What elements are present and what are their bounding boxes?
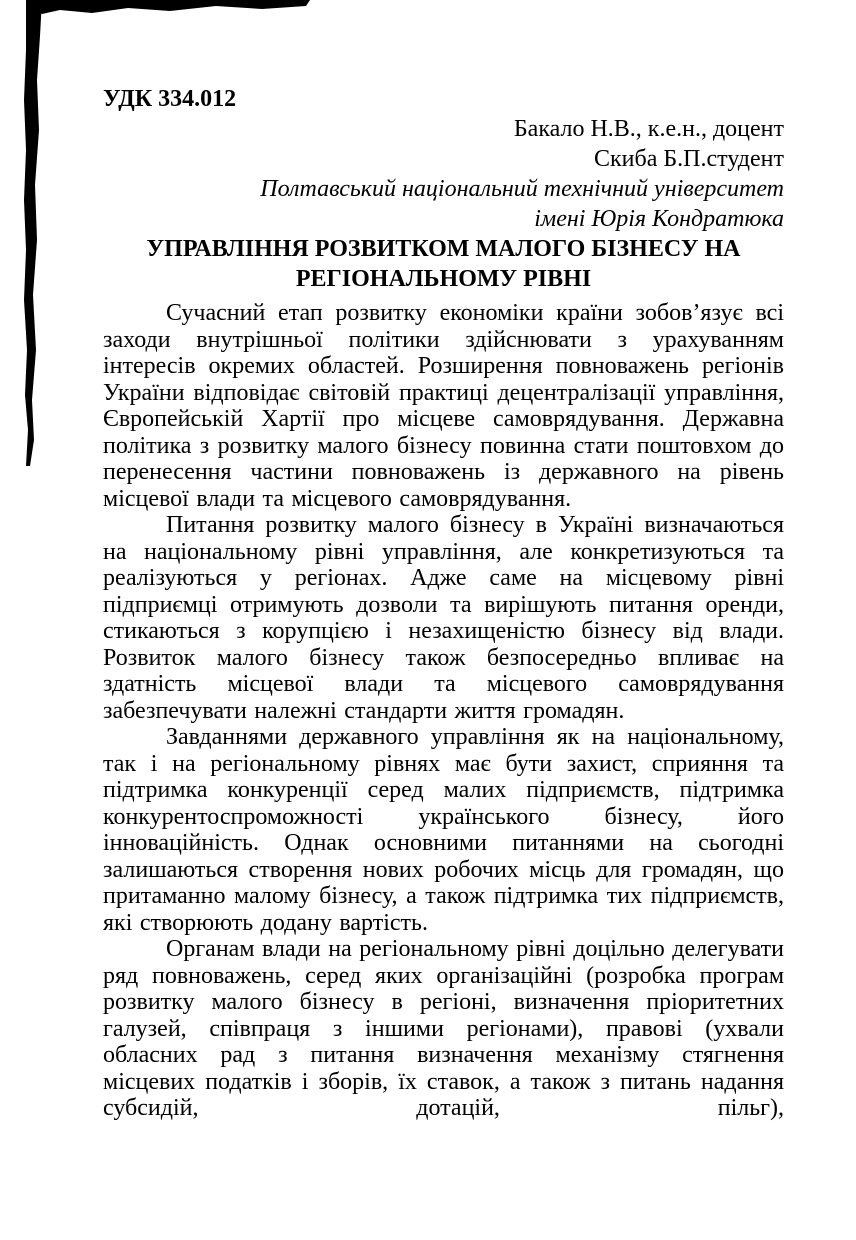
paragraph-4: Органам влади на регіональному рівні доцільно делегувати ряд повноважень, серед яких організаційні (розробка програм розвитку малого бізнесу в регіоні, визначення пріоритетних галузей, співпраця з іншими регіонами), правові (ухвали обласних рад з питання визначення механізму стягнення місцевих податків і зборів, їх ставок, а також з питань надання субсидій, дотацій, пільг), (103, 936, 784, 1121)
author-line-2: Скиба Б.П.студент (594, 146, 784, 172)
article-content (103, 84, 784, 1122)
article-title: УПРАВЛІННЯ РОЗВИТКОМ МАЛОГО БІЗНЕСУ НА РЕГІОНАЛЬНОМУ РІВНІ (146, 236, 741, 292)
scan-edge-artifact-left (24, 0, 42, 466)
paragraph-3: Завданнями державного управління як на національному, так і на регіональному рівнях має бути захист, сприяння та підтримка конкуренції серед малих підприємств, підтримка конкурентоспроможності українського бізнесу, його інноваційність. Однак основними питаннями на сьогодні залишаються створення нових робочих місць для громадян, що притаманно малому бізнесу, а також підтримка тих підприємств, які створюють додану вартість. (103, 724, 784, 936)
udc-code: УДК 334.012 (103, 86, 237, 112)
scan-edge-artifact-top (30, 0, 310, 14)
paragraph-1: Сучасний етап розвитку економіки країни зобов’язує всі заходи внутрішньої політики здійснювати з урахуванням інтересів окремих областей. Розширення повноважень регіонів України відповідає світовій практиці децентралізації управління, Європейській Хартії про місцеве самоврядування. Державна політика з розвитку малого бізнесу повинна стати поштовхом до перенесення частини повноважень із державного на рівень місцевої влади та місцевого самоврядування. (103, 300, 784, 512)
affiliation-line-2: імені Юрія Кондратюка (534, 206, 784, 232)
paragraph-2: Питання розвитку малого бізнесу в Україні визначаються на національному рівні управління, але конкретизуються та реалізуються у регіонах. Адже саме на місцевому рівні підприємці отримують дозволи та вирішують питання оренди, стикаються з корупцією і незахищеністю бізнесу від влади. Розвиток малого бізнесу також безпосередньо впливає на здатність місцевої влади та місцевого самоврядування забезпечувати належні стандарти життя громадян. (103, 512, 784, 724)
affiliation-line-1: Полтавський національний технічний університет (260, 176, 784, 202)
author-line-1: Бакало Н.В., к.е.н., доцент (513, 116, 784, 142)
